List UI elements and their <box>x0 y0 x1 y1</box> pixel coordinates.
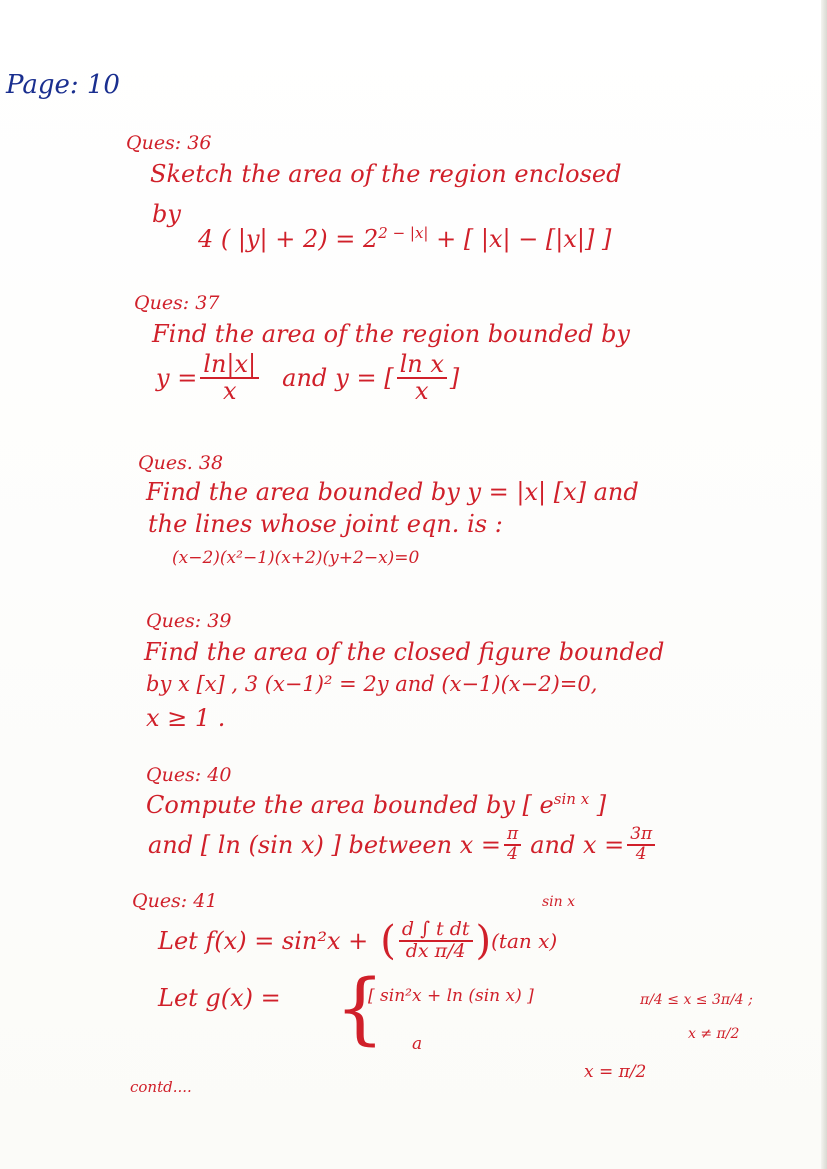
question-37-y1-numerator: ln|x| <box>200 352 259 379</box>
question-41-line2-prefix: Let g(x) = <box>158 984 281 1012</box>
question-36-heading: Ques: 36 <box>126 132 212 154</box>
question-40-line2-mid: and x = <box>530 830 625 859</box>
page-number-label: Page: 10 <box>6 70 120 100</box>
question-37-y1-fraction <box>200 352 259 404</box>
question-40-line2 <box>148 826 658 864</box>
question-38-heading: Ques. 38 <box>138 452 224 474</box>
question-36-line1: Sketch the area of the region enclosed <box>150 160 622 188</box>
question-40-fraction-1 <box>504 826 521 864</box>
page-edge <box>821 0 827 1169</box>
question-37-y1-prefix: y = <box>156 364 198 393</box>
question-37-and: and <box>282 364 328 393</box>
question-37-line1: Find the area of the region bounded by <box>152 320 630 348</box>
question-39-line3: x ≥ 1 . <box>146 704 226 732</box>
question-40-line1-exponent: sin x <box>553 790 590 808</box>
question-41-case1-condition: π/4 ≤ x ≤ 3π/4 ; <box>640 992 753 1008</box>
question-40-fraction-1-numerator: π <box>504 826 521 846</box>
question-37-y2-denominator: x <box>414 377 429 406</box>
question-36-equation <box>198 224 611 253</box>
question-41-derivative-top: d ∫ t dt <box>399 920 473 942</box>
piecewise-brace: { <box>335 964 385 1054</box>
question-40-line1-prefix: Compute the area bounded by [ e <box>146 791 554 819</box>
question-40-fraction-2-numerator: 3π <box>627 826 655 846</box>
question-37-heading: Ques: 37 <box>134 292 220 314</box>
question-37-y1-denominator: x <box>222 377 237 406</box>
question-41-line1-suffix: (tan x) <box>491 929 558 953</box>
question-40-fraction-2-denominator: 4 <box>635 843 647 864</box>
question-41-derivative <box>399 920 473 962</box>
question-41-case1-condition-2: x ≠ π/2 <box>688 1026 740 1042</box>
question-41-case1: [ sin²x + ln (sin x) ] <box>368 986 534 1006</box>
question-37-y2-numerator: ln x <box>397 352 447 379</box>
question-41-case2-condition: x = π/2 <box>584 1062 647 1082</box>
question-37-equations <box>156 352 459 404</box>
question-40-fraction-2 <box>627 826 655 864</box>
question-39-line1: Find the area of the closed figure bounded <box>144 638 665 666</box>
question-41-case2: a <box>412 1034 423 1054</box>
question-40-line1-suffix: ] <box>589 791 607 819</box>
question-41-line1-prefix: Let f(x) = sin²x + <box>158 927 369 955</box>
question-41-line1 <box>158 918 557 964</box>
question-36-equation-right: + [ |x| − [|x|] ] <box>436 225 612 253</box>
question-37-y2-fraction <box>397 352 447 404</box>
question-39-heading: Ques: 39 <box>146 610 232 632</box>
question-41-heading: Ques: 41 <box>132 890 218 912</box>
question-36-by: by <box>152 200 181 228</box>
question-41-left-paren: ( <box>380 918 396 964</box>
question-39-line2: by x [x] , 3 (x−1)² = 2y and (x−1)(x−2)=0, <box>146 672 598 696</box>
question-38-line2: the lines whose joint eqn. is : <box>148 510 503 538</box>
question-37-y2-prefix: y = [ <box>335 364 394 393</box>
question-40-heading: Ques: 40 <box>146 764 232 786</box>
question-38-line1: Find the area bounded by y = |x| [x] and <box>146 478 639 506</box>
question-38-line3: (x−2)(x²−1)(x+2)(y+2−x)=0 <box>172 548 420 568</box>
question-37-y2-suffix: ] <box>449 364 460 393</box>
question-41-derivative-bottom: dx π/4 <box>405 940 466 962</box>
question-41-integral-upper-limit: sin x <box>542 894 576 910</box>
continued-note: contd.... <box>130 1078 192 1096</box>
question-41-right-paren: ) <box>475 918 492 964</box>
question-40-line1 <box>146 790 606 819</box>
question-36-equation-left: 4 ( |y| + 2) = 2 <box>198 225 379 253</box>
question-40-line2-prefix: and [ ln (sin x) ] between x = <box>148 830 501 859</box>
question-40-fraction-1-denominator: 4 <box>507 843 518 864</box>
question-36-exponent: 2 − |x| <box>378 224 429 242</box>
